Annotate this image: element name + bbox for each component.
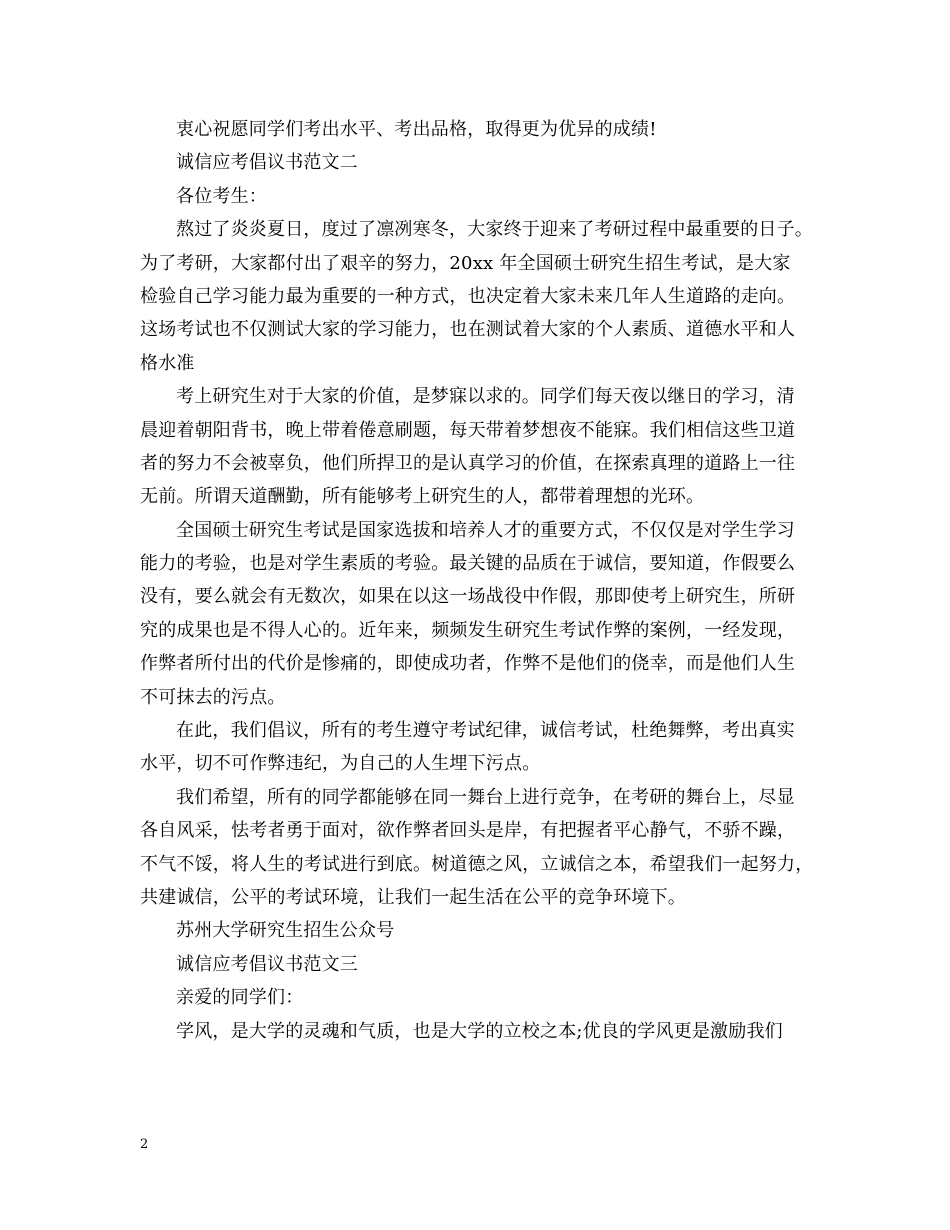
text-line: 不可抹去的污点。 [140,686,286,708]
text-line: 者的努力不会被辜负，他们所捍卫的是认真学习的价值，在探索真理的道路上一往 [140,452,796,474]
text-line: 各自风采，怯考者勇于面对，欲作弊者回头是岸，有把握者平心静气，不骄不躁， [140,820,796,842]
text-line: 全国硕士研究生考试是国家选拔和培养人才的重要方式，不仅仅是对学生学习 [176,519,795,541]
text-line: 亲爱的同学们： [176,987,304,1009]
text-line: 作弊者所付出的代价是惨痛的，即使成功者，作弊不是他们的侥幸，而是他们人生 [140,653,796,675]
text-line: 水平，切不可作弊违纪，为自己的人生埋下污点。 [140,753,541,775]
text-line: 各位考生： [176,185,267,207]
text-line: 苏州大学研究生招生公众号 [176,920,395,942]
text-line: 在此，我们倡议，所有的考生遵守考试纪律，诚信考试，杜绝舞弊，考出真实 [176,720,795,742]
text-line: 熬过了炎炎夏日，度过了凛冽寒冬，大家终于迎来了考研过程中最重要的日子。 [176,219,813,241]
text-line: 我们希望，所有的同学都能够在同一舞台上进行竞争，在考研的舞台上，尽显 [176,786,795,808]
text-line: 共建诚信，公平的考试环境，让我们一起生活在公平的竞争环境下。 [140,886,686,908]
text-line: 无前。所谓天道酬勤，所有能够考上研究生的人，都带着理想的光环。 [140,486,705,508]
text-line: 诚信应考倡议书范文三 [176,953,358,975]
text-line: 为了考研，大家都付出了艰辛的努力，20xx 年全国硕士研究生招生考试，是大家 [140,252,791,274]
text-line: 格水准 [140,352,195,374]
text-line: 检验自己学习能力最为重要的一种方式，也决定着大家未来几年人生道路的走向。 [140,285,796,307]
text-line: 衷心祝愿同学们考出水平、考出品格，取得更为优异的成绩! [176,119,657,140]
text-line: 学风，是大学的灵魂和气质，也是大学的立校之本;优良的学风更是激励我们 [176,1020,783,1042]
text-line: 没有，要么就会有无数次，如果在以这一场战役中作假，那即使考上研究生，所研 [140,586,796,608]
document-body [140,113,820,1048]
text-line: 诚信应考倡议书范文二 [176,152,358,174]
text-line: 晨迎着朝阳背书，晚上带着倦意刷题，每天带着梦想夜不能寐。我们相信这些卫道 [140,419,796,441]
text-line: 究的成果也是不得人心的。近年来，频频发生研究生考试作弊的案例，一经发现， [140,619,796,641]
text-line: 不气不馁，将人生的考试进行到底。树道德之风，立诚信之本，希望我们一起努力， [140,853,814,875]
text-line: 考上研究生对于大家的价值，是梦寐以求的。同学们每天夜以继日的学习，清 [176,386,795,408]
text-line: 这场考试也不仅测试大家的学习能力，也在测试着大家的个人素质、道德水平和人 [140,319,796,341]
page-number: 2 [140,1137,149,1152]
text-line: 能力的考验，也是对学生素质的考验。最关键的品质在于诚信，要知道，作假要么 [140,553,796,575]
